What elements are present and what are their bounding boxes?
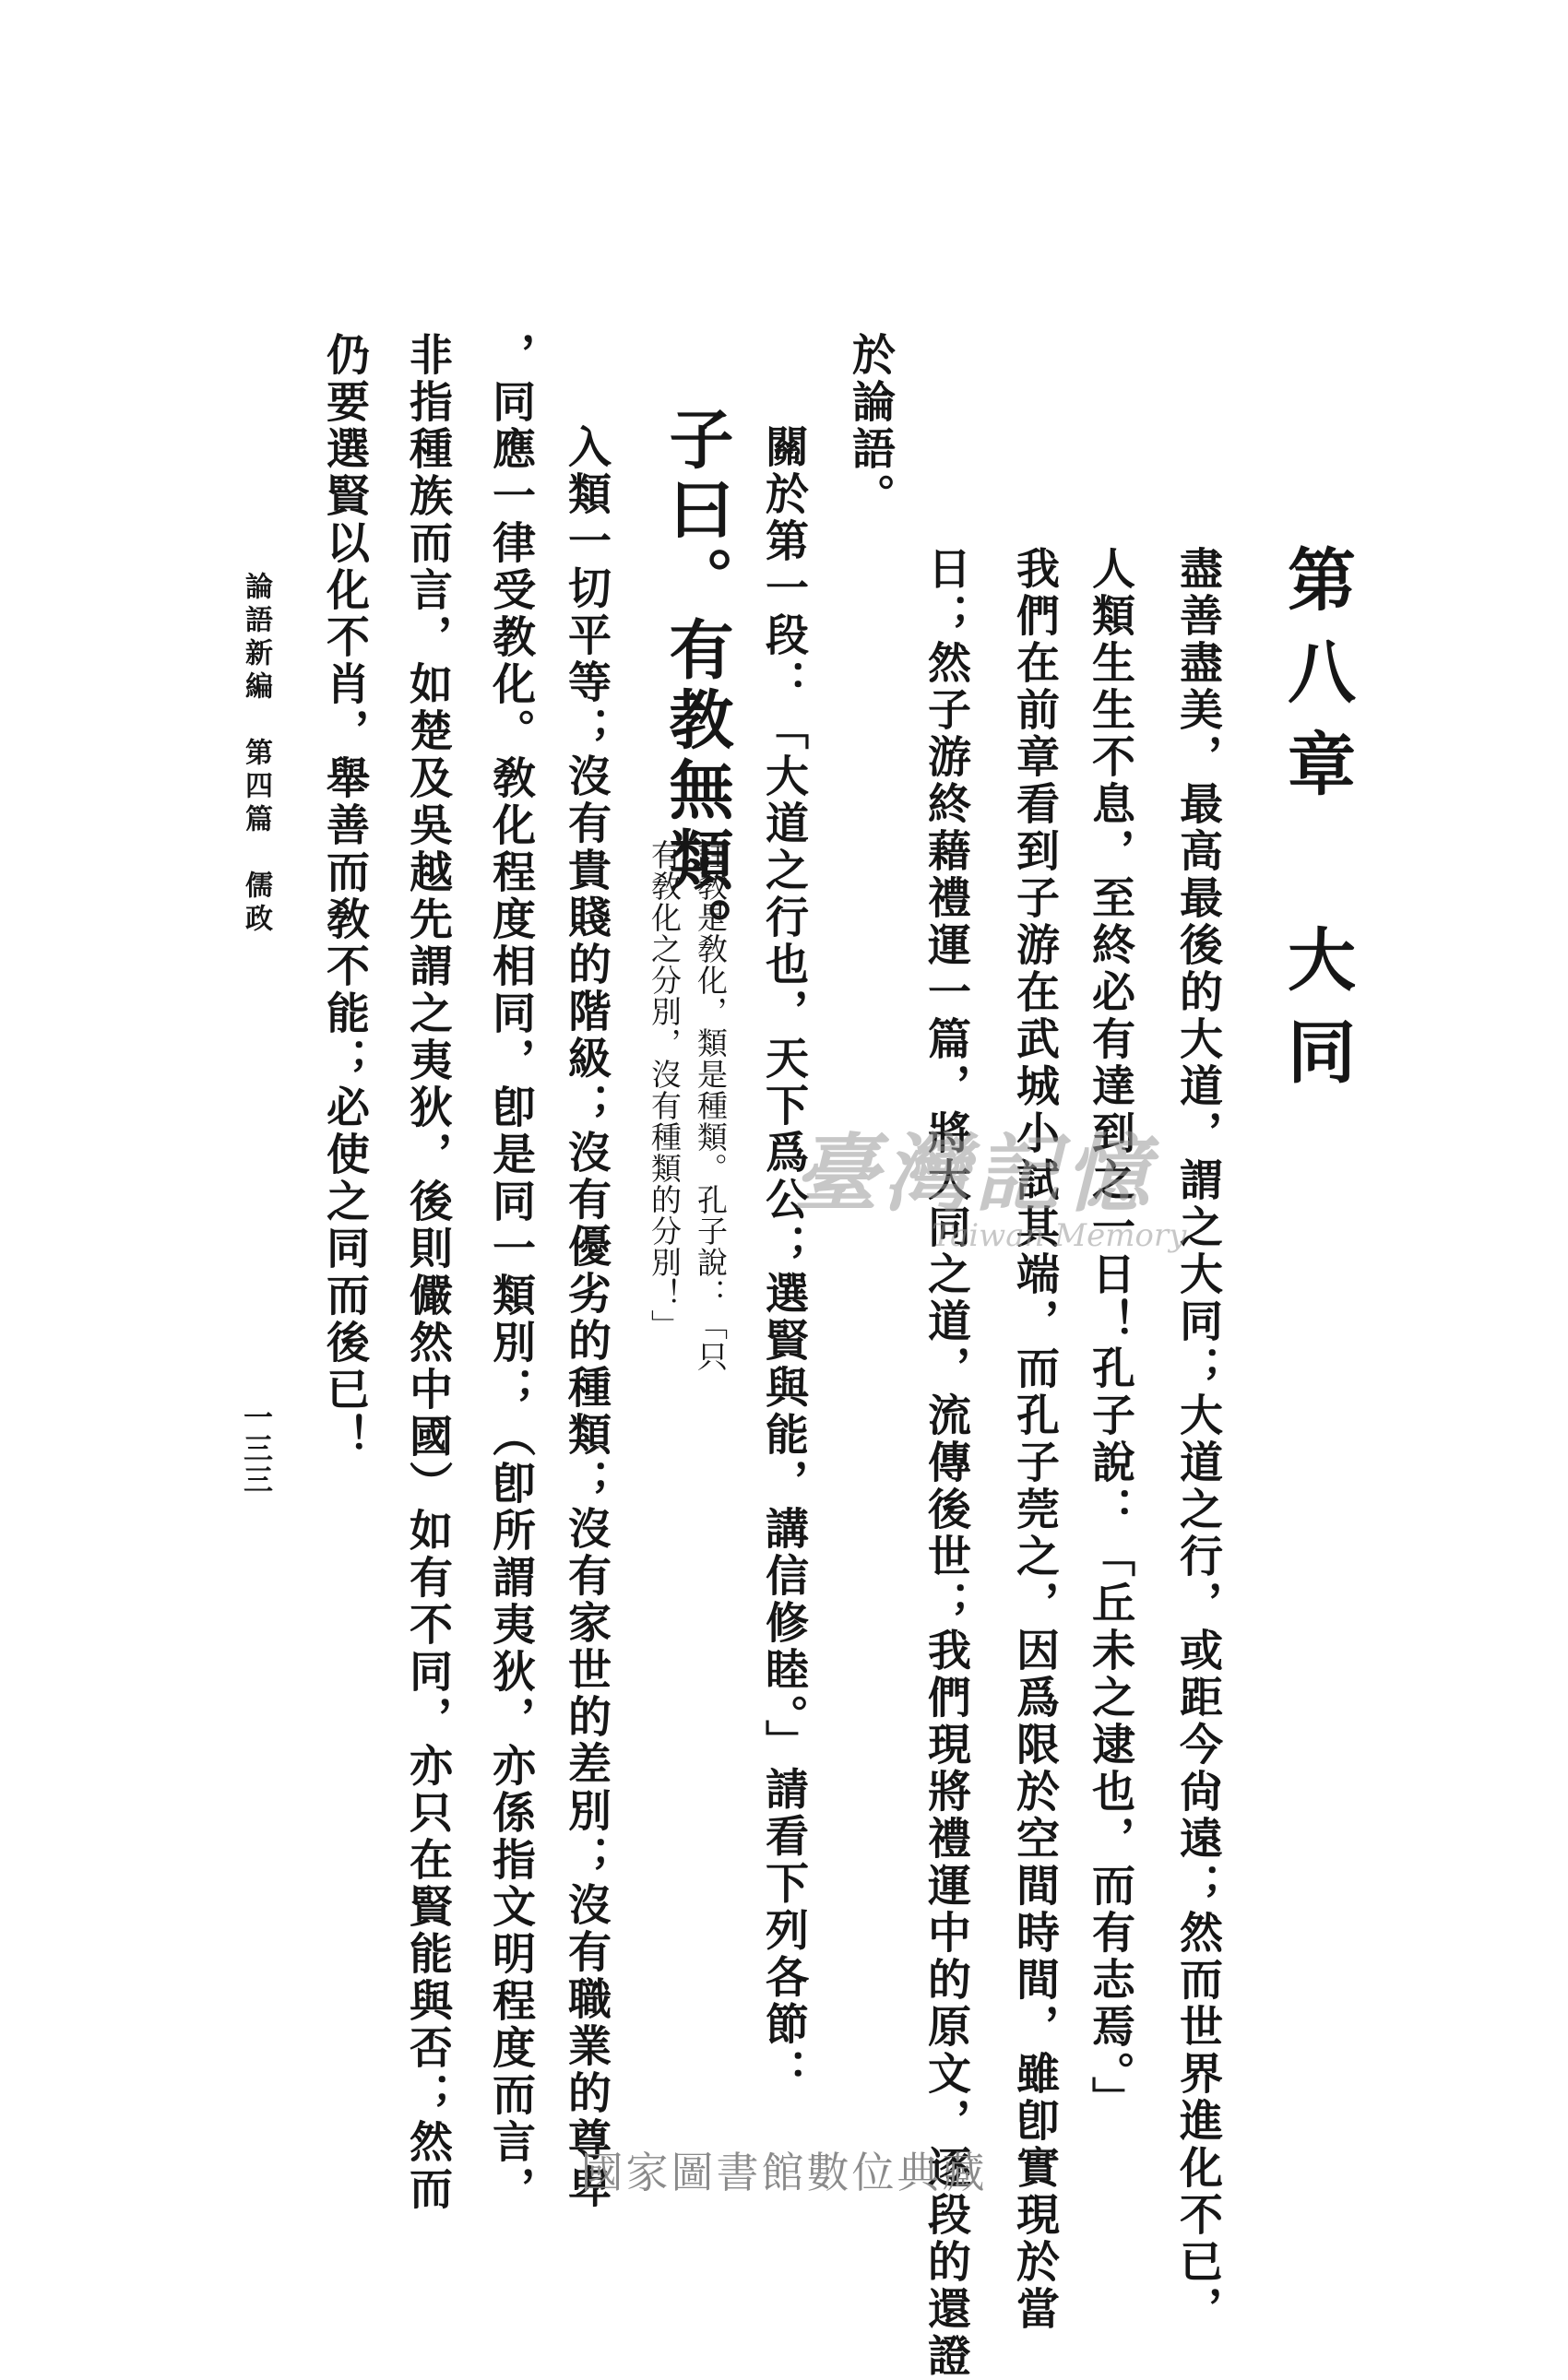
text-column-5: 於論語。 — [845, 332, 896, 520]
note-line-1: 註敎是敎化，類是種類。孔子說：「只 — [693, 839, 729, 1372]
text-column-3: 我們在前章看到子游在武城小試其端，而孔子莞之，因爲限於空間時間，雖卽實現於當 — [1009, 546, 1060, 2333]
running-footer: 論語新編 第四篇 儒政 — [240, 572, 272, 937]
text-column-9: 非指種族而言，如楚及吳越先謂之夷狄，後則儼然中國）如有不同，亦只在賢能與否；然而 — [402, 332, 453, 2213]
note-line-2: 有敎化之分別，沒有種類的分別！」 — [647, 839, 683, 1341]
text-column-10: 仍要選賢以化不肖，舉善而敎不能；必使之同而後已！ — [319, 332, 370, 1461]
page-number: 一三三 — [239, 1402, 274, 1496]
text-column-6: 關於第一段：「大道之行也，天下爲公；選賢與能，講信修睦。」請看下列各節： — [758, 424, 809, 2096]
chapter-title: 第八章 大同 — [1277, 544, 1356, 1108]
text-column-4: 日；然子游終藉禮運一篇，將大同之道，流傳後世；我們現將禮運中的原文，逐段的還證 — [921, 546, 971, 2380]
text-column-2: 人類生生不息，至終必有達到之一日！孔子說：「丘未之逮也，而有志焉。」 — [1085, 546, 1135, 2124]
quote-heading: 子曰。有教無類。 — [659, 406, 735, 966]
text-column-7: 入類一切平等；沒有貴賤的階級；沒有優劣的種類；沒有家世的差別；沒有職業的尊卑 — [561, 424, 612, 2211]
text-column-1: 盡善盡美，最高最後的大道，謂之大同；大道之行，或距今尙遠；然而世界進化不已， — [1172, 546, 1223, 2333]
library-label: 國家圖書館數位典藏 — [580, 2148, 988, 2197]
watermark-chinese: 臺灣記憶 — [793, 1124, 1156, 1224]
watermark-english: Taiwan Memory — [932, 1217, 1187, 1254]
text-column-8: ，同應一律受教化。敎化程度相同，卽是同一類別；（卽所謂夷狄，亦係指文明程度而言， — [485, 332, 536, 2213]
